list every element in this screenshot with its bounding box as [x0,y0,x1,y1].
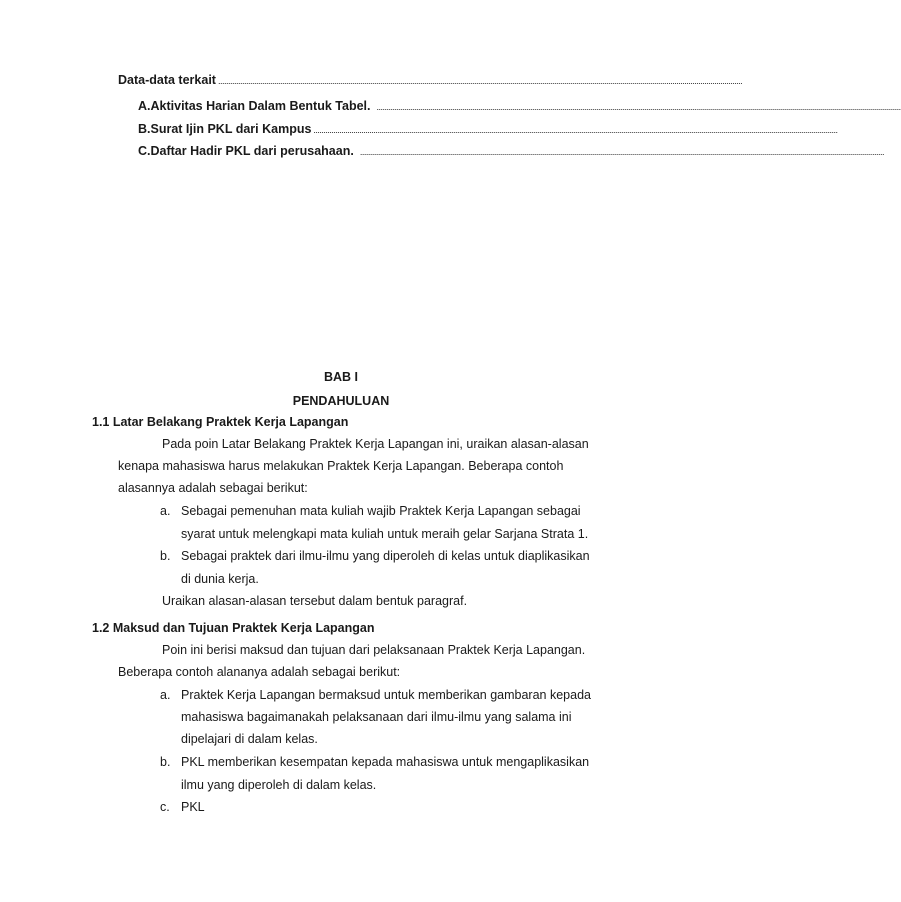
toc-item-label: Aktivitas Harian Dalam Bentuk Tabel. [150,99,371,113]
toc-item-a [138,99,901,113]
list-item-letter: b. [160,755,171,769]
list-item-letter: b. [160,549,171,563]
list-item-line: syarat untuk melengkapi mata kuliah untuk meraih gelar Sarjana Strata 1. [181,527,589,541]
paragraph-line: alasannya adalah sebagai berikut: [118,481,308,495]
section-heading: 1.1 Latar Belakang Praktek Kerja Lapangan [92,415,349,429]
section-heading: 1.2 Maksud dan Tujuan Praktek Kerja Lapangan [92,621,375,635]
toc-item-letter: B. [138,122,151,136]
list-item-line: Sebagai pemenuhan mata kuliah wajib Praktek Kerja Lapangan sebagai [181,504,581,518]
list-item-line: PKL [181,800,205,814]
toc-item-letter: C. [138,144,151,158]
toc-item-b [138,122,838,136]
chapter-title: PENDAHULUAN [292,394,390,408]
toc-item-label: Surat Ijin PKL dari Kampus [150,122,312,136]
toc-leader-dots: ...................................................................................................................................................................................................................................................................... [217,76,743,86]
toc-leader-dots: ...................................................................................................................................................................................................................................................................... [359,147,884,157]
paragraph-line: kenapa mahasiswa harus melakukan Praktek Kerja Lapangan. Beberapa contoh [118,459,564,473]
toc-item-label: Daftar Hadir PKL dari perusahaan. [150,144,354,158]
list-item-line: ilmu yang diperoleh di dalam kelas. [181,778,377,792]
toc-item-letter: A. [138,99,151,113]
toc-header-row [118,73,743,87]
paragraph-line: Poin ini berisi maksud dan tujuan dari pelaksanaan Praktek Kerja Lapangan. [162,643,586,657]
toc-header: Data-data terkait [118,73,216,87]
toc-leader-dots: ...................................................................................................................................................................................................................................................................... [376,102,901,112]
list-item-line: Sebagai praktek dari ilmu-ilmu yang diperoleh di kelas untuk diaplikasikan [181,549,590,563]
chapter-label: BAB I [323,370,359,384]
toc-item-c [138,144,884,158]
list-item-letter: a. [160,688,171,702]
list-item-line: dipelajari di dalam kelas. [181,732,318,746]
list-item-line: mahasiswa bagaimanakah pelaksanaan dari ilmu-ilmu yang salama ini [181,710,572,724]
list-item-letter: a. [160,504,171,518]
list-item-line: Praktek Kerja Lapangan bermaksud untuk memberikan gambaran kepada [181,688,591,702]
toc-leader-dots: ...................................................................................................................................................................................................................................................................... [313,125,838,135]
paragraph-closing: Uraikan alasan-alasan tersebut dalam bentuk paragraf. [162,594,468,608]
list-item-line: PKL memberikan kesempatan kepada mahasiswa untuk mengaplikasikan [181,755,590,769]
list-item-letter: c. [160,800,170,814]
list-item-line: di dunia kerja. [181,572,259,586]
paragraph-line: Pada poin Latar Belakang Praktek Kerja Lapangan ini, uraikan alasan-alasan [162,437,589,451]
paragraph-line: Beberapa contoh alananya adalah sebagai berikut: [118,665,401,679]
